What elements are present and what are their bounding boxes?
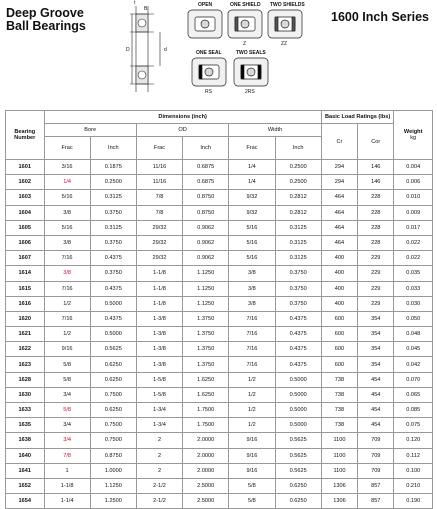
bore-inch-cell: 0.7500 — [90, 433, 136, 448]
weight-cell: 0.010 — [394, 190, 433, 205]
table-row — [6, 266, 433, 281]
cr-cell: 1100 — [321, 463, 357, 478]
bore-frac-cell: 1-1/4 — [44, 494, 90, 509]
cor-cell: 354 — [358, 311, 394, 326]
diagram-dim-B: B — [144, 6, 148, 12]
od-inch-cell: 1.3750 — [183, 357, 229, 372]
od-inch-cell: 0.9062 — [183, 220, 229, 235]
bearing-number-cell: 1622 — [6, 342, 45, 357]
width-frac-cell: 7/16 — [229, 357, 275, 372]
weight-cell: 0.085 — [394, 403, 433, 418]
width-inch-cell: 0.4375 — [275, 327, 321, 342]
width-inch-cell: 0.5625 — [275, 463, 321, 478]
bore-inch-cell: 0.1875 — [90, 160, 136, 175]
bearing-number-cell: 1606 — [6, 235, 45, 250]
table-row — [6, 235, 433, 250]
width-frac-cell: 1/2 — [229, 372, 275, 387]
header-bore: Bore — [44, 124, 136, 137]
bore-inch-cell: 0.3750 — [90, 205, 136, 220]
od-frac-cell: 11/16 — [136, 175, 182, 190]
header-bearing-line2: Number — [14, 135, 36, 141]
od-inch-cell: 2.0000 — [183, 463, 229, 478]
od-frac-cell: 1-3/8 — [136, 327, 182, 342]
cr-cell: 464 — [321, 190, 357, 205]
width-inch-cell: 0.4375 — [275, 357, 321, 372]
od-inch-cell: 1.7500 — [183, 418, 229, 433]
cr-cell: 400 — [321, 281, 357, 296]
width-inch-cell: 0.6250 — [275, 494, 321, 509]
od-inch-cell: 0.8750 — [183, 190, 229, 205]
cor-cell: 709 — [358, 463, 394, 478]
cor-cell: 454 — [358, 387, 394, 402]
cor-cell: 228 — [358, 190, 394, 205]
bearing-number-cell: 1605 — [6, 220, 45, 235]
bearing-number-cell: 1623 — [6, 357, 45, 372]
width-frac-cell: 9/16 — [229, 463, 275, 478]
bore-inch-cell: 0.8750 — [90, 448, 136, 463]
header-bore-frac: Frac — [44, 137, 90, 160]
od-frac-cell: 1-1/8 — [136, 281, 182, 296]
weight-cell: 0.017 — [394, 220, 433, 235]
width-frac-cell: 7/16 — [229, 342, 275, 357]
weight-cell: 0.033 — [394, 281, 433, 296]
bore-frac-cell: 9/16 — [44, 342, 90, 357]
od-frac-cell: 29/32 — [136, 235, 182, 250]
table-row — [6, 463, 433, 478]
weight-cell: 0.030 — [394, 296, 433, 311]
width-frac-cell: 5/16 — [229, 220, 275, 235]
bearing-number-cell: 1635 — [6, 418, 45, 433]
width-frac-cell: 7/16 — [229, 311, 275, 326]
width-inch-cell: 0.5625 — [275, 448, 321, 463]
bore-frac-cell: 3/8 — [44, 266, 90, 281]
header-bearing-line1: Bearing — [14, 129, 36, 135]
cor-cell: 354 — [358, 357, 394, 372]
od-frac-cell: 7/8 — [136, 190, 182, 205]
width-frac-cell: 5/8 — [229, 478, 275, 493]
bore-frac-cell: 5/8 — [44, 403, 90, 418]
od-frac-cell: 1-5/8 — [136, 372, 182, 387]
bearing-number-cell: 1621 — [6, 327, 45, 342]
bearing-number-cell: 1607 — [6, 251, 45, 266]
weight-cell: 0.004 — [394, 160, 433, 175]
weight-cell: 0.035 — [394, 266, 433, 281]
table-row — [6, 311, 433, 326]
width-inch-cell: 0.6250 — [275, 478, 321, 493]
bore-frac-cell: 3/16 — [44, 160, 90, 175]
width-inch-cell: 0.3125 — [275, 235, 321, 250]
od-frac-cell: 2 — [136, 463, 182, 478]
bore-frac-cell: 5/16 — [44, 190, 90, 205]
cor-cell: 228 — [358, 235, 394, 250]
od-frac-cell: 1-3/8 — [136, 342, 182, 357]
bore-inch-cell: 0.6250 — [90, 357, 136, 372]
od-frac-cell: 2-1/2 — [136, 494, 182, 509]
width-frac-cell: 1/2 — [229, 387, 275, 402]
od-frac-cell: 1-3/8 — [136, 357, 182, 372]
bore-frac-cell: 3/4 — [44, 418, 90, 433]
table-row — [6, 160, 433, 175]
table-row — [6, 448, 433, 463]
width-inch-cell: 0.3125 — [275, 220, 321, 235]
header-width: Width — [229, 124, 322, 137]
cr-cell: 400 — [321, 296, 357, 311]
od-frac-cell: 1-1/8 — [136, 266, 182, 281]
header-cr: Cr — [321, 124, 357, 160]
bearing-number-cell: 1604 — [6, 205, 45, 220]
cor-cell: 709 — [358, 448, 394, 463]
bore-inch-cell: 0.5000 — [90, 327, 136, 342]
od-inch-cell: 1.7500 — [183, 403, 229, 418]
width-frac-cell: 1/2 — [229, 418, 275, 433]
cr-cell: 600 — [321, 311, 357, 326]
od-inch-cell: 2.5000 — [183, 494, 229, 509]
bore-frac-cell: 1/2 — [44, 296, 90, 311]
table-row — [6, 296, 433, 311]
bearing-diagrams — [110, 0, 310, 100]
weight-cell: 0.048 — [394, 327, 433, 342]
bearing-number-cell: 1630 — [6, 387, 45, 402]
od-frac-cell: 29/32 — [136, 251, 182, 266]
width-inch-cell: 0.5625 — [275, 433, 321, 448]
width-frac-cell: 3/8 — [229, 296, 275, 311]
cr-cell: 1306 — [321, 494, 357, 509]
weight-cell: 0.065 — [394, 387, 433, 402]
bore-inch-cell: 0.7500 — [90, 387, 136, 402]
cor-cell: 354 — [358, 327, 394, 342]
header-width-frac: Frac — [229, 137, 275, 160]
width-frac-cell: 1/2 — [229, 403, 275, 418]
header-weight-label: Weight — [403, 129, 423, 135]
cr-cell: 1306 — [321, 478, 357, 493]
cor-cell: 229 — [358, 251, 394, 266]
od-inch-cell: 2.0000 — [183, 433, 229, 448]
header-cor: Cor — [358, 124, 394, 160]
width-inch-cell: 0.4375 — [275, 311, 321, 326]
width-frac-cell: 3/8 — [229, 281, 275, 296]
table-row — [6, 418, 433, 433]
bearing-number-cell: 1640 — [6, 448, 45, 463]
bore-inch-cell: 0.5625 — [90, 342, 136, 357]
code-zz: ZZ — [281, 41, 288, 47]
width-frac-cell: 9/32 — [229, 205, 275, 220]
bore-frac-cell: 3/8 — [44, 205, 90, 220]
od-frac-cell: 1-3/8 — [136, 311, 182, 326]
code-rs: RS — [205, 89, 212, 95]
header-bore-inch: Inch — [90, 137, 136, 160]
bearing-number-cell: 1615 — [6, 281, 45, 296]
bore-frac-cell: 7/16 — [44, 311, 90, 326]
width-inch-cell: 0.5000 — [275, 418, 321, 433]
width-frac-cell: 1/4 — [229, 160, 275, 175]
bore-frac-cell: 7/16 — [44, 281, 90, 296]
cor-cell: 229 — [358, 296, 394, 311]
weight-cell: 0.050 — [394, 311, 433, 326]
weight-cell: 0.045 — [394, 342, 433, 357]
bore-inch-cell: 1.2500 — [90, 494, 136, 509]
width-inch-cell: 0.2500 — [275, 175, 321, 190]
bearing-number-cell: 1614 — [6, 266, 45, 281]
bore-inch-cell: 0.3125 — [90, 190, 136, 205]
diagram-dim-D: D — [126, 47, 130, 53]
code-z: Z — [243, 41, 247, 47]
header-width-inch: Inch — [275, 137, 321, 160]
table-row — [6, 403, 433, 418]
cr-cell: 464 — [321, 235, 357, 250]
weight-cell: 0.006 — [394, 175, 433, 190]
width-inch-cell: 0.3125 — [275, 251, 321, 266]
cr-cell: 464 — [321, 220, 357, 235]
od-inch-cell: 2.0000 — [183, 448, 229, 463]
width-inch-cell: 0.3750 — [275, 281, 321, 296]
table-row — [6, 342, 433, 357]
od-inch-cell: 0.6875 — [183, 175, 229, 190]
header-od: OD — [136, 124, 228, 137]
bore-frac-cell: 1 — [44, 463, 90, 478]
width-frac-cell: 5/16 — [229, 251, 275, 266]
header-od-frac: Frac — [136, 137, 182, 160]
width-inch-cell: 0.3750 — [275, 296, 321, 311]
table-row — [6, 175, 433, 190]
bearing-number-cell: 1603 — [6, 190, 45, 205]
cor-cell: 146 — [358, 160, 394, 175]
cr-cell: 600 — [321, 357, 357, 372]
label-two-shields: TWO SHIELDS — [270, 2, 305, 8]
bore-frac-cell: 1-1/8 — [44, 478, 90, 493]
bearing-number-cell: 1641 — [6, 463, 45, 478]
bearing-spec-table — [5, 110, 433, 509]
width-inch-cell: 0.5000 — [275, 372, 321, 387]
cor-cell: 228 — [358, 220, 394, 235]
weight-cell: 0.022 — [394, 235, 433, 250]
weight-cell: 0.070 — [394, 372, 433, 387]
bore-inch-cell: 0.7500 — [90, 418, 136, 433]
cor-cell: 857 — [358, 478, 394, 493]
od-frac-cell: 1-3/4 — [136, 418, 182, 433]
page-title — [6, 7, 86, 33]
od-frac-cell: 7/8 — [136, 205, 182, 220]
bore-inch-cell: 0.3125 — [90, 220, 136, 235]
label-two-seals: TWO SEALS — [236, 50, 266, 56]
od-inch-cell: 1.3750 — [183, 311, 229, 326]
weight-cell: 0.210 — [394, 478, 433, 493]
od-inch-cell: 0.9062 — [183, 235, 229, 250]
width-inch-cell: 0.5000 — [275, 403, 321, 418]
od-inch-cell: 1.1250 — [183, 281, 229, 296]
cr-cell: 738 — [321, 418, 357, 433]
width-inch-cell: 0.3750 — [275, 266, 321, 281]
bore-frac-cell: 7/8 — [44, 448, 90, 463]
bore-frac-cell: 5/8 — [44, 372, 90, 387]
bearing-number-cell: 1601 — [6, 160, 45, 175]
cor-cell: 454 — [358, 403, 394, 418]
label-one-seal: ONE SEAL — [196, 50, 222, 56]
weight-cell: 0.112 — [394, 448, 433, 463]
cr-cell: 464 — [321, 205, 357, 220]
label-one-shield: ONE SHIELD — [230, 2, 261, 8]
table-body — [6, 160, 433, 509]
bearing-number-cell: 1654 — [6, 494, 45, 509]
od-frac-cell: 1-5/8 — [136, 387, 182, 402]
title-line-2: Ball Bearings — [6, 19, 86, 33]
table-row — [6, 251, 433, 266]
table-row — [6, 281, 433, 296]
cr-cell: 600 — [321, 342, 357, 357]
table-row — [6, 205, 433, 220]
od-inch-cell: 1.6250 — [183, 372, 229, 387]
bore-inch-cell: 0.4375 — [90, 281, 136, 296]
table-row — [6, 190, 433, 205]
bearing-number-cell: 1652 — [6, 478, 45, 493]
bore-inch-cell: 0.3750 — [90, 266, 136, 281]
bearing-number-cell: 1633 — [6, 403, 45, 418]
od-frac-cell: 1-3/4 — [136, 403, 182, 418]
header-load-ratings: Basic Load Ratings (lbs) — [321, 111, 394, 124]
cor-cell: 709 — [358, 433, 394, 448]
bore-inch-cell: 0.6250 — [90, 403, 136, 418]
header-od-inch: Inch — [183, 137, 229, 160]
bore-inch-cell: 0.4375 — [90, 311, 136, 326]
od-inch-cell: 1.1250 — [183, 266, 229, 281]
cr-cell: 400 — [321, 266, 357, 281]
od-frac-cell: 2 — [136, 448, 182, 463]
width-inch-cell: 0.2500 — [275, 160, 321, 175]
weight-cell: 0.022 — [394, 251, 433, 266]
bore-frac-cell: 1/4 — [44, 175, 90, 190]
label-open: OPEN — [198, 2, 213, 8]
cr-cell: 1100 — [321, 448, 357, 463]
header-dimensions: Dimensions (inch) — [44, 111, 321, 124]
width-frac-cell: 5/16 — [229, 235, 275, 250]
table-row — [6, 327, 433, 342]
cr-cell: 738 — [321, 372, 357, 387]
weight-cell: 0.009 — [394, 205, 433, 220]
table-row — [6, 478, 433, 493]
width-inch-cell: 0.2812 — [275, 205, 321, 220]
bore-frac-cell: 3/8 — [44, 235, 90, 250]
table-row — [6, 433, 433, 448]
bearing-number-cell: 1620 — [6, 311, 45, 326]
bore-inch-cell: 1.0000 — [90, 463, 136, 478]
width-inch-cell: 0.5000 — [275, 387, 321, 402]
bore-inch-cell: 0.5000 — [90, 296, 136, 311]
code-2rs: 2RS — [245, 89, 255, 95]
cr-cell: 294 — [321, 175, 357, 190]
bearing-number-cell: 1616 — [6, 296, 45, 311]
bore-inch-cell: 0.2500 — [90, 175, 136, 190]
title-line-1: Deep Groove — [6, 6, 84, 20]
bore-inch-cell: 0.3750 — [90, 235, 136, 250]
bearing-number-cell: 1602 — [6, 175, 45, 190]
od-inch-cell: 1.6250 — [183, 387, 229, 402]
table-row — [6, 357, 433, 372]
bore-inch-cell: 0.6250 — [90, 372, 136, 387]
diagram-dim-t: t — [134, 0, 136, 6]
width-frac-cell: 9/16 — [229, 433, 275, 448]
od-inch-cell: 1.1250 — [183, 296, 229, 311]
cor-cell: 228 — [358, 205, 394, 220]
cr-cell: 738 — [321, 403, 357, 418]
weight-cell: 0.042 — [394, 357, 433, 372]
od-frac-cell: 2 — [136, 433, 182, 448]
cr-cell: 294 — [321, 160, 357, 175]
cor-cell: 454 — [358, 372, 394, 387]
weight-cell: 0.100 — [394, 463, 433, 478]
od-inch-cell: 1.3750 — [183, 342, 229, 357]
weight-cell: 0.120 — [394, 433, 433, 448]
bore-frac-cell: 5/16 — [44, 220, 90, 235]
table-row — [6, 387, 433, 402]
width-frac-cell: 1/4 — [229, 175, 275, 190]
bearing-number-cell: 1628 — [6, 372, 45, 387]
bore-inch-cell: 1.1250 — [90, 478, 136, 493]
cr-cell: 600 — [321, 327, 357, 342]
width-frac-cell: 5/8 — [229, 494, 275, 509]
od-inch-cell: 0.6875 — [183, 160, 229, 175]
width-frac-cell: 3/8 — [229, 266, 275, 281]
weight-cell: 0.190 — [394, 494, 433, 509]
od-inch-cell: 2.5000 — [183, 478, 229, 493]
cor-cell: 454 — [358, 418, 394, 433]
header-weight-unit: kg — [410, 135, 417, 141]
cor-cell: 857 — [358, 494, 394, 509]
width-inch-cell: 0.4375 — [275, 342, 321, 357]
bore-frac-cell: 3/4 — [44, 387, 90, 402]
od-inch-cell: 0.8750 — [183, 205, 229, 220]
width-frac-cell: 9/32 — [229, 190, 275, 205]
bore-frac-cell: 5/8 — [44, 357, 90, 372]
bearing-number-cell: 1638 — [6, 433, 45, 448]
cor-cell: 354 — [358, 342, 394, 357]
series-title: 1600 Inch Series — [331, 10, 429, 24]
bore-frac-cell: 1/2 — [44, 327, 90, 342]
table-row — [6, 494, 433, 509]
header-weight — [394, 111, 433, 160]
cor-cell: 229 — [358, 266, 394, 281]
diagram-dim-d: d — [164, 47, 167, 53]
cor-cell: 229 — [358, 281, 394, 296]
cor-cell: 146 — [358, 175, 394, 190]
cr-cell: 400 — [321, 251, 357, 266]
cr-cell: 738 — [321, 387, 357, 402]
od-inch-cell: 1.3750 — [183, 327, 229, 342]
od-frac-cell: 11/16 — [136, 160, 182, 175]
bore-inch-cell: 0.4375 — [90, 251, 136, 266]
bore-frac-cell: 7/16 — [44, 251, 90, 266]
width-inch-cell: 0.2812 — [275, 190, 321, 205]
width-frac-cell: 9/16 — [229, 448, 275, 463]
header-bearing-number — [6, 111, 45, 160]
od-frac-cell: 1-1/8 — [136, 296, 182, 311]
od-inch-cell: 0.9062 — [183, 251, 229, 266]
od-frac-cell: 2-1/2 — [136, 478, 182, 493]
width-frac-cell: 7/16 — [229, 327, 275, 342]
weight-cell: 0.075 — [394, 418, 433, 433]
table-row — [6, 372, 433, 387]
od-frac-cell: 29/32 — [136, 220, 182, 235]
cr-cell: 1100 — [321, 433, 357, 448]
table-row — [6, 220, 433, 235]
bore-frac-cell: 3/4 — [44, 433, 90, 448]
